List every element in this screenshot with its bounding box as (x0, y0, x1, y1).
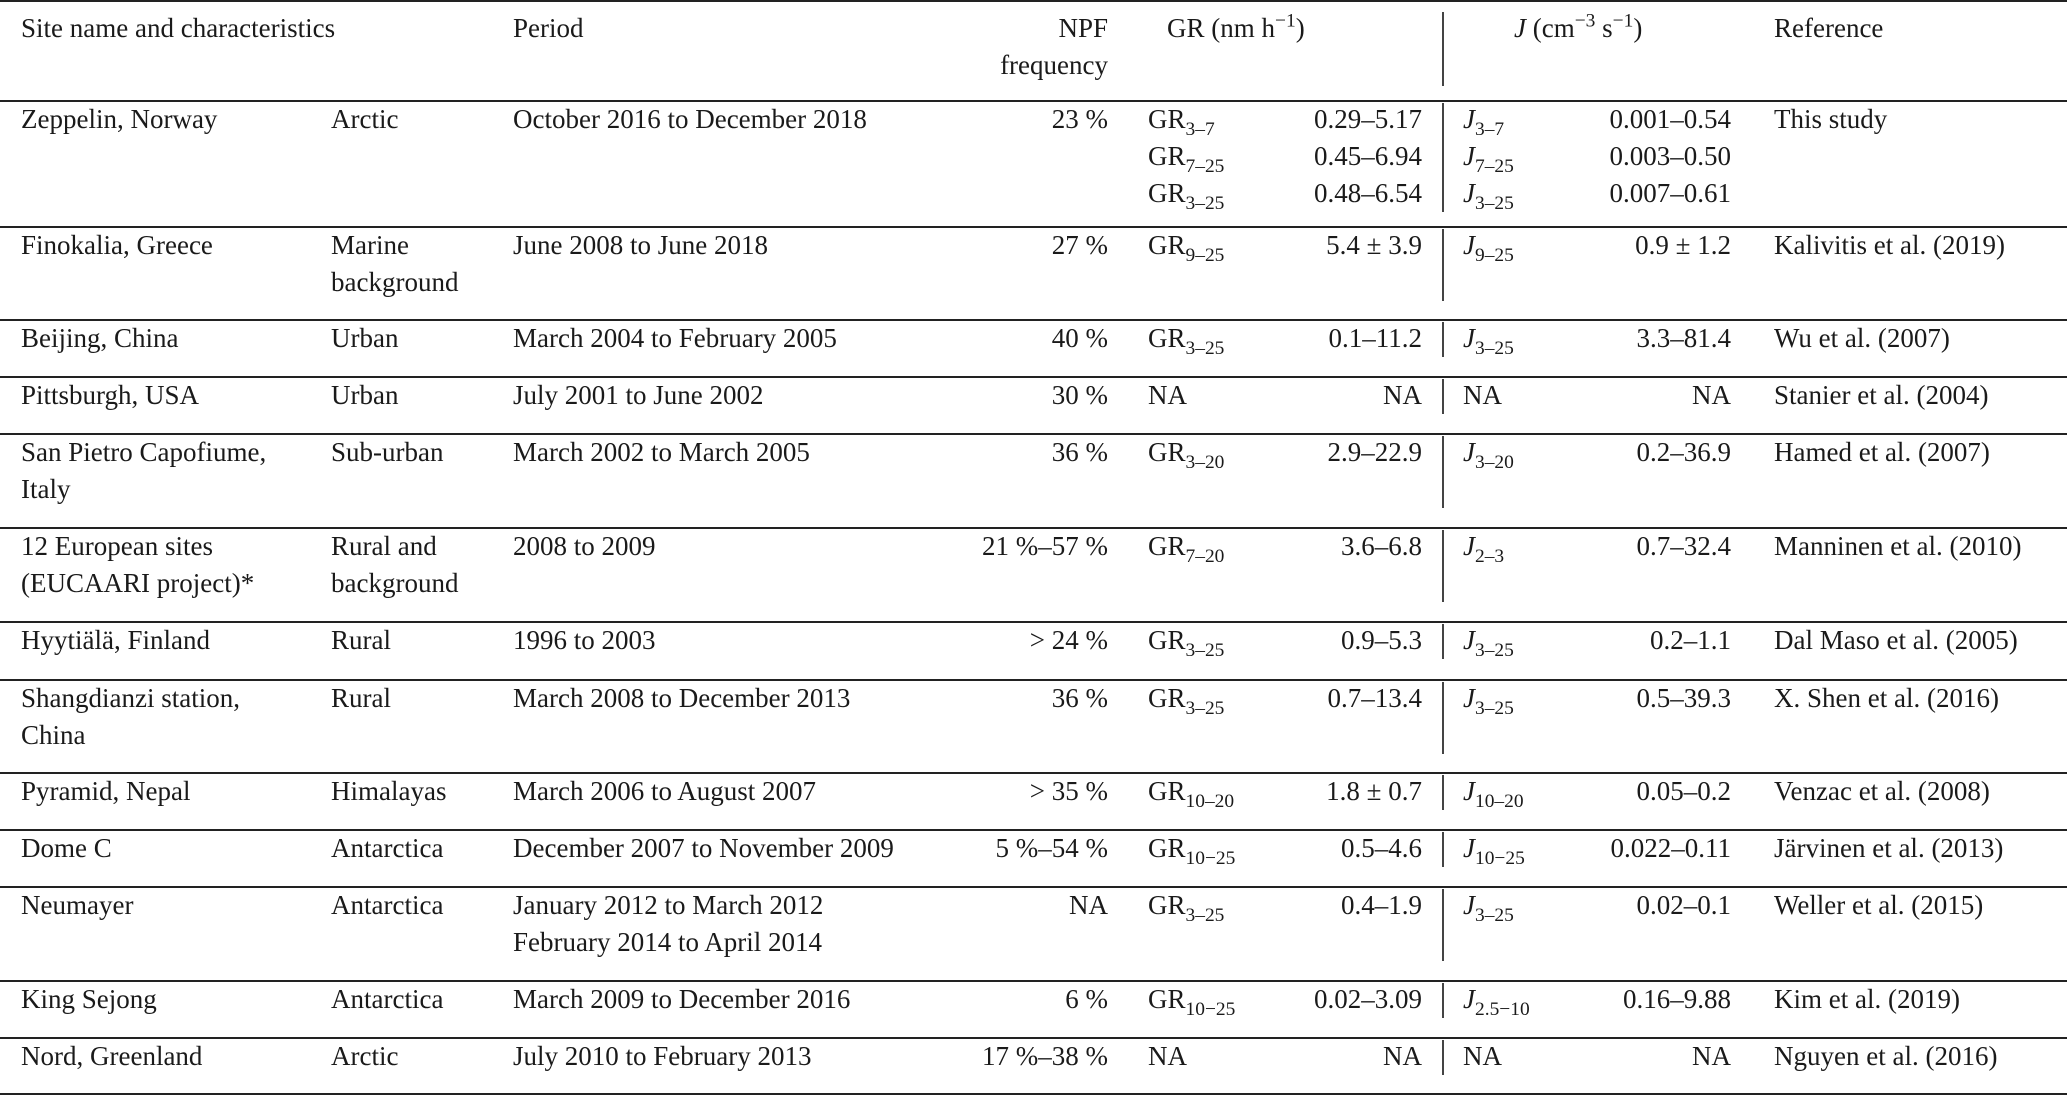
row-4-npf-frequency: 30 % (1051, 380, 1108, 410)
row-12-gr-j-divider (1442, 983, 1444, 1018)
row-separator (0, 829, 2067, 831)
row-10-characteristics: Antarctica (331, 833, 444, 863)
row-2-characteristics: Marine background (331, 230, 459, 297)
row-8-gr-value: 0.7–13.4 (1327, 683, 1422, 713)
row-1-j-value: 0.003–0.50 (1609, 141, 1731, 171)
header-npf: NPF frequency (1000, 13, 1108, 80)
row-12-j-value: 0.16–9.88 (1623, 984, 1731, 1014)
row-11-site: Neumayer (21, 890, 134, 920)
row-9-reference: Venzac et al. (2008) (1774, 776, 1990, 806)
row-9-gr-symbol: $GR_{10-20}$ (1148, 776, 1235, 812)
row-11-period: January 2012 to March 2012 February 2014 to April 2014 (513, 890, 824, 957)
row-7-characteristics: Rural (331, 625, 391, 655)
row-8-site: Shangdianzi station, China (21, 683, 240, 750)
row-1-gr-value: 0.45–6.94 (1314, 141, 1422, 171)
row-separator (0, 527, 2067, 529)
row-7-reference: Dal Maso et al. (2005) (1774, 625, 2018, 655)
row-13-npf-frequency: 17 %–38 % (982, 1041, 1108, 1071)
row-12-characteristics: Antarctica (331, 984, 444, 1014)
row-5-reference: Hamed et al. (2007) (1774, 437, 1990, 467)
row-3-gr-value: 0.1–11.2 (1328, 323, 1422, 353)
row-4-gr-symbol: NA (1148, 380, 1187, 410)
row-13-gr-j-divider (1442, 1040, 1444, 1075)
row-1-reference: This study (1774, 104, 1888, 134)
row-6-period: 2008 to 2009 (513, 531, 656, 561)
row-6-reference: Manninen et al. (2010) (1774, 531, 2022, 561)
row-8-npf-frequency: 36 % (1051, 683, 1108, 713)
row-6-npf-frequency: 21 %–57 % (982, 531, 1108, 561)
row-9-site: Pyramid, Nepal (21, 776, 191, 806)
row-6-gr-symbol: $GR_{7-20}$ (1148, 531, 1225, 567)
row-2-gr-symbol: $GR_{9-25}$ (1148, 230, 1225, 266)
row-7-period: 1996 to 2003 (513, 625, 656, 655)
row-13-gr-value: NA (1383, 1041, 1422, 1071)
row-5-j-value: 0.2–36.9 (1636, 437, 1731, 467)
row-12-reference: Kim et al. (2019) (1774, 984, 1960, 1014)
row-2-npf-frequency: 27 % (1051, 230, 1108, 260)
row-1-j-value: 0.007–0.61 (1609, 178, 1731, 208)
row-9-gr-value: 1.8 ± 0.7 (1326, 776, 1422, 806)
row-5-npf-frequency: 36 % (1051, 437, 1108, 467)
row-8-reference: X. Shen et al. (2016) (1774, 683, 1999, 713)
row-separator (0, 980, 2067, 982)
row-separator (0, 100, 2067, 102)
row-13-j-symbol: NA (1463, 1041, 1502, 1071)
row-1-gr-j-divider (1442, 103, 1444, 212)
row-12-npf-frequency: 6 % (1065, 984, 1108, 1014)
row-4-gr-j-divider (1442, 379, 1444, 414)
table-top-rule (0, 0, 2067, 2)
row-3-characteristics: Urban (331, 323, 399, 353)
row-9-j-symbol: $J_{10-20}$ (1463, 776, 1524, 812)
row-7-gr-symbol: $GR_{3-25}$ (1148, 625, 1225, 661)
row-13-site: Nord, Greenland (21, 1041, 203, 1071)
row-9-characteristics: Himalayas (331, 776, 447, 806)
row-11-j-value: 0.02–0.1 (1636, 890, 1731, 920)
row-4-j-symbol: NA (1463, 380, 1502, 410)
row-1-gr-symbol: $GR_{7-25}$ (1148, 141, 1225, 177)
row-1-gr-symbol: $GR_{3-25}$ (1148, 178, 1225, 214)
row-3-site: Beijing, China (21, 323, 179, 353)
row-1-period: October 2016 to December 2018 (513, 104, 867, 134)
row-4-characteristics: Urban (331, 380, 399, 410)
row-separator (0, 1037, 2067, 1039)
row-4-gr-value: NA (1383, 380, 1422, 410)
row-2-period: June 2008 to June 2018 (513, 230, 768, 260)
gr-j-divider (1442, 12, 1444, 86)
row-7-j-value: 0.2–1.1 (1650, 625, 1731, 655)
header-reference: Reference (1774, 13, 1884, 43)
row-2-reference: Kalivitis et al. (2019) (1774, 230, 2005, 260)
row-11-gr-symbol: $GR_{3-25}$ (1148, 890, 1225, 926)
row-6-j-symbol: $J_{2-3}$ (1463, 531, 1505, 567)
row-11-characteristics: Antarctica (331, 890, 444, 920)
row-12-site: King Sejong (21, 984, 157, 1014)
row-10-gr-value: 0.5–4.6 (1341, 833, 1422, 863)
row-3-j-value: 3.3–81.4 (1636, 323, 1731, 353)
row-7-npf-frequency: > 24 % (1029, 625, 1108, 655)
row-8-gr-symbol: $GR_{3-25}$ (1148, 683, 1225, 719)
row-5-gr-symbol: $GR_{3-20}$ (1148, 437, 1225, 473)
row-separator (0, 679, 2067, 681)
row-9-j-value: 0.05–0.2 (1636, 776, 1731, 806)
row-6-site: 12 European sites (EUCAARI project)* (21, 531, 255, 598)
row-10-gr-symbol: $GR_{10-25}$ (1148, 833, 1236, 869)
row-3-period: March 2004 to February 2005 (513, 323, 837, 353)
row-7-site: Hyytiälä, Finland (21, 625, 210, 655)
row-8-j-symbol: $J_{3-25}$ (1463, 683, 1514, 719)
row-8-characteristics: Rural (331, 683, 391, 713)
row-5-site: San Pietro Capofiume, Italy (21, 437, 267, 504)
row-5-gr-value: 2.9–22.9 (1327, 437, 1422, 467)
row-1-j-symbol: $J_{7-25}$ (1463, 141, 1514, 177)
header-period: Period (513, 13, 584, 43)
row-11-j-symbol: $J_{3-25}$ (1463, 890, 1514, 926)
row-3-npf-frequency: 40 % (1051, 323, 1108, 353)
row-4-j-value: NA (1692, 380, 1731, 410)
row-1-j-symbol: $J_{3-7}$ (1463, 104, 1505, 140)
row-4-reference: Stanier et al. (2004) (1774, 380, 1989, 410)
row-separator (0, 226, 2067, 228)
row-1-j-symbol: $J_{3-25}$ (1463, 178, 1514, 214)
row-12-gr-symbol: $GR_{10-25}$ (1148, 984, 1236, 1020)
row-2-site: Finokalia, Greece (21, 230, 213, 260)
row-7-gr-value: 0.9–5.3 (1341, 625, 1422, 655)
row-10-site: Dome C (21, 833, 112, 863)
row-10-reference: Järvinen et al. (2013) (1774, 833, 2004, 863)
row-2-gr-value: 5.4 ± 3.9 (1326, 230, 1422, 260)
row-5-period: March 2002 to March 2005 (513, 437, 810, 467)
row-3-gr-symbol: $GR_{3-25}$ (1148, 323, 1225, 359)
row-8-period: March 2008 to December 2013 (513, 683, 851, 713)
row-11-gr-value: 0.4–1.9 (1341, 890, 1422, 920)
row-4-site: Pittsburgh, USA (21, 380, 200, 410)
row-10-npf-frequency: 5 %–54 % (995, 833, 1108, 863)
row-11-gr-j-divider (1442, 889, 1444, 961)
row-1-j-value: 0.001–0.54 (1609, 104, 1731, 134)
row-10-j-value: 0.022–0.11 (1610, 833, 1731, 863)
row-7-j-symbol: $J_{3-25}$ (1463, 625, 1514, 661)
row-13-gr-symbol: NA (1148, 1041, 1187, 1071)
row-12-gr-value: 0.02–3.09 (1314, 984, 1422, 1014)
header-site: Site name and characteristics (21, 13, 336, 43)
row-13-characteristics: Arctic (331, 1041, 399, 1071)
header-gr: GR (nm $h^{-1}$) (1167, 10, 1305, 43)
row-3-gr-j-divider (1442, 322, 1444, 357)
row-10-gr-j-divider (1442, 832, 1444, 867)
row-1-gr-symbol: $GR_{3-7}$ (1148, 104, 1215, 140)
row-6-gr-j-divider (1442, 530, 1444, 602)
row-8-j-value: 0.5–39.3 (1636, 683, 1731, 713)
row-separator (0, 319, 2067, 321)
row-5-j-symbol: $J_{3-20}$ (1463, 437, 1514, 473)
row-2-gr-j-divider (1442, 229, 1444, 301)
row-9-period: March 2006 to August 2007 (513, 776, 816, 806)
row-7-gr-j-divider (1442, 624, 1444, 659)
row-3-reference: Wu et al. (2007) (1774, 323, 1950, 353)
row-10-j-symbol: $J_{10-25}$ (1463, 833, 1525, 869)
row-9-npf-frequency: > 35 % (1029, 776, 1108, 806)
row-12-period: March 2009 to December 2016 (513, 984, 851, 1014)
row-10-period: December 2007 to November 2009 (513, 833, 894, 863)
row-separator (0, 886, 2067, 888)
row-8-gr-j-divider (1442, 682, 1444, 754)
row-13-reference: Nguyen et al. (2016) (1774, 1041, 1998, 1071)
row-1-gr-value: 0.48–6.54 (1314, 178, 1422, 208)
row-13-period: July 2010 to February 2013 (513, 1041, 812, 1071)
row-3-j-symbol: $J_{3-25}$ (1463, 323, 1514, 359)
row-12-j-symbol: $J_{2.5-10}$ (1463, 984, 1530, 1020)
row-4-period: July 2001 to June 2002 (513, 380, 764, 410)
row-2-j-value: 0.9 ± 1.2 (1635, 230, 1731, 260)
row-separator (0, 376, 2067, 378)
row-separator (0, 433, 2067, 435)
row-1-npf-frequency: 23 % (1051, 104, 1108, 134)
row-2-j-symbol: $J_{9-25}$ (1463, 230, 1514, 266)
row-11-npf-frequency: NA (1069, 890, 1108, 920)
row-5-gr-j-divider (1442, 436, 1444, 508)
row-6-gr-value: 3.6–6.8 (1341, 531, 1422, 561)
row-11-reference: Weller et al. (2015) (1774, 890, 1984, 920)
row-1-gr-value: 0.29–5.17 (1314, 104, 1422, 134)
header-j: J ($cm^{-3}$ $s^{-1}$) (1514, 10, 1643, 43)
row-5-characteristics: Sub-urban (331, 437, 444, 467)
row-9-gr-j-divider (1442, 775, 1444, 810)
row-separator (0, 772, 2067, 774)
row-13-j-value: NA (1692, 1041, 1731, 1071)
row-1-characteristics: Arctic (331, 104, 399, 134)
row-6-characteristics: Rural and background (331, 531, 459, 598)
row-1-site: Zeppelin, Norway (21, 104, 218, 134)
row-6-j-value: 0.7–32.4 (1636, 531, 1731, 561)
row-separator (0, 621, 2067, 623)
